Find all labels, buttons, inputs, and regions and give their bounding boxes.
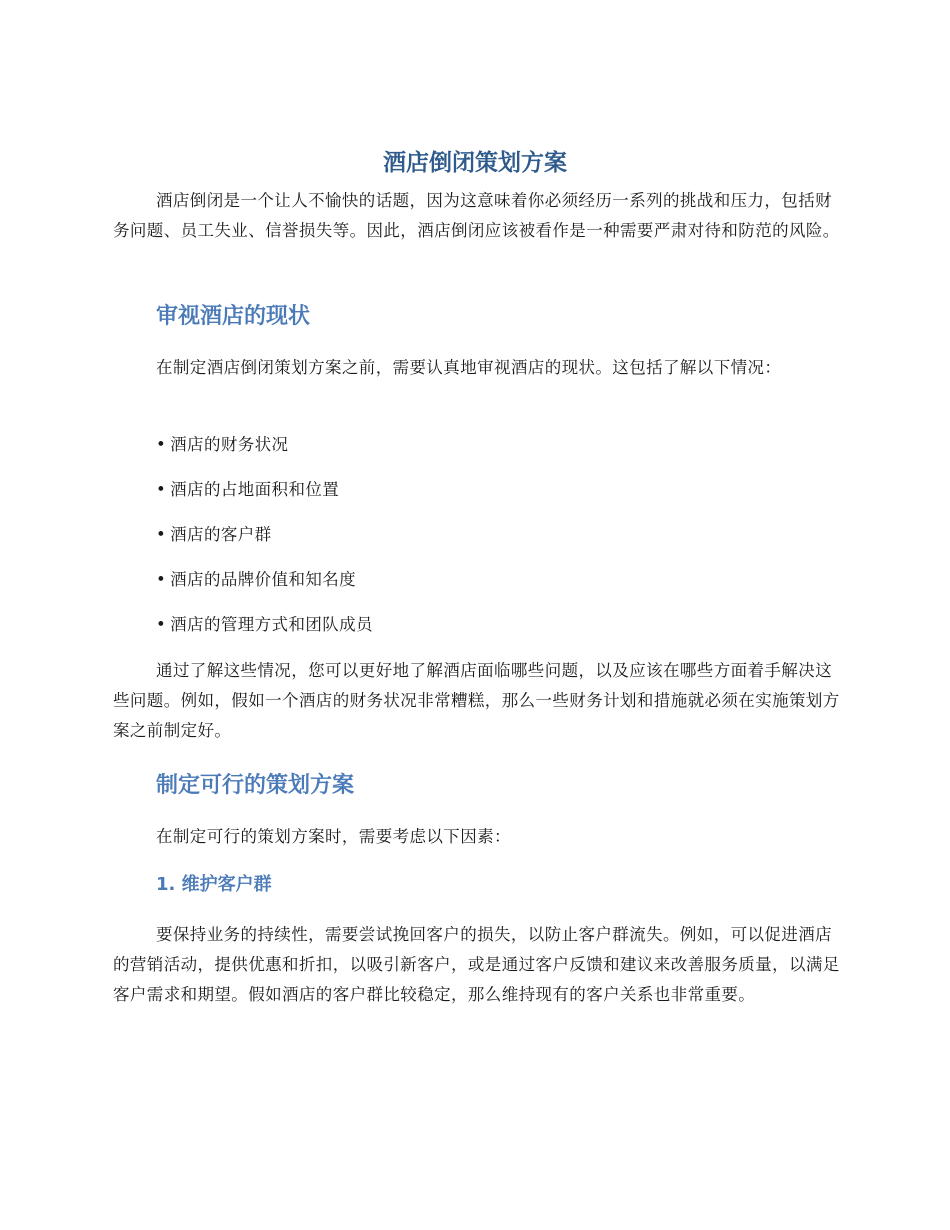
subsection-heading-maintain-customers: 1. 维护客户群	[156, 874, 272, 895]
list-item	[156, 477, 339, 503]
section1-closing-paragraph: 通过了解这些情况，您可以更好地了解酒店面临哪些问题，以及应该在哪些方面着手解决这些问题。例如，假如一个酒店的财务状况非常糟糕，那么一些财务计划和措施就必须在实施策划方案之前制定好。	[113, 661, 840, 740]
list-item-text: 酒店的品牌价值和知名度	[170, 570, 357, 589]
bullet-icon: •	[156, 615, 167, 634]
list-item	[156, 432, 288, 458]
list-item	[156, 567, 356, 593]
list-item-text: 酒店的占地面积和位置	[170, 480, 340, 499]
section-heading-feasible-plan: 制定可行的策划方案	[156, 773, 355, 798]
list-item-text: 酒店的客户群	[170, 525, 272, 544]
list-item-text: 酒店的管理方式和团队成员	[170, 615, 373, 634]
bullet-icon: •	[156, 480, 167, 499]
list-item-text: 酒店的财务状况	[170, 435, 289, 454]
intro-paragraph: 酒店倒闭是一个让人不愉快的话题，因为这意味着你必须经历一系列的挑战和压力，包括财务问题、员工失业、信誉损失等。因此，酒店倒闭应该被看作是一种需要严肃对待和防范的风险。	[113, 191, 840, 240]
bullet-icon: •	[156, 525, 167, 544]
list-item	[156, 522, 272, 548]
list-item	[156, 612, 373, 638]
section2-lead-paragraph: 在制定可行的策划方案时，需要考虑以下因素：	[156, 827, 511, 846]
bullet-icon: •	[156, 570, 167, 589]
bullet-icon: •	[156, 435, 167, 454]
document-title: 酒店倒闭策划方案	[383, 150, 567, 176]
section-heading-current-status: 审视酒店的现状	[156, 304, 311, 329]
section1-lead-paragraph: 在制定酒店倒闭策划方案之前，需要认真地审视酒店的现状。这包括了解以下情况：	[156, 358, 782, 377]
subsection1-body-paragraph: 要保持业务的持续性，需要尝试挽回客户的损失，以防止客户群流失。例如，可以促进酒店的营销活动，提供优惠和折扣，以吸引新客户，或是通过客户反馈和建议来改善服务质量，以满足客户需求和期望。假如酒店的客户群比较稳定，那么维持现有的客户关系也非常重要。	[113, 925, 840, 1004]
